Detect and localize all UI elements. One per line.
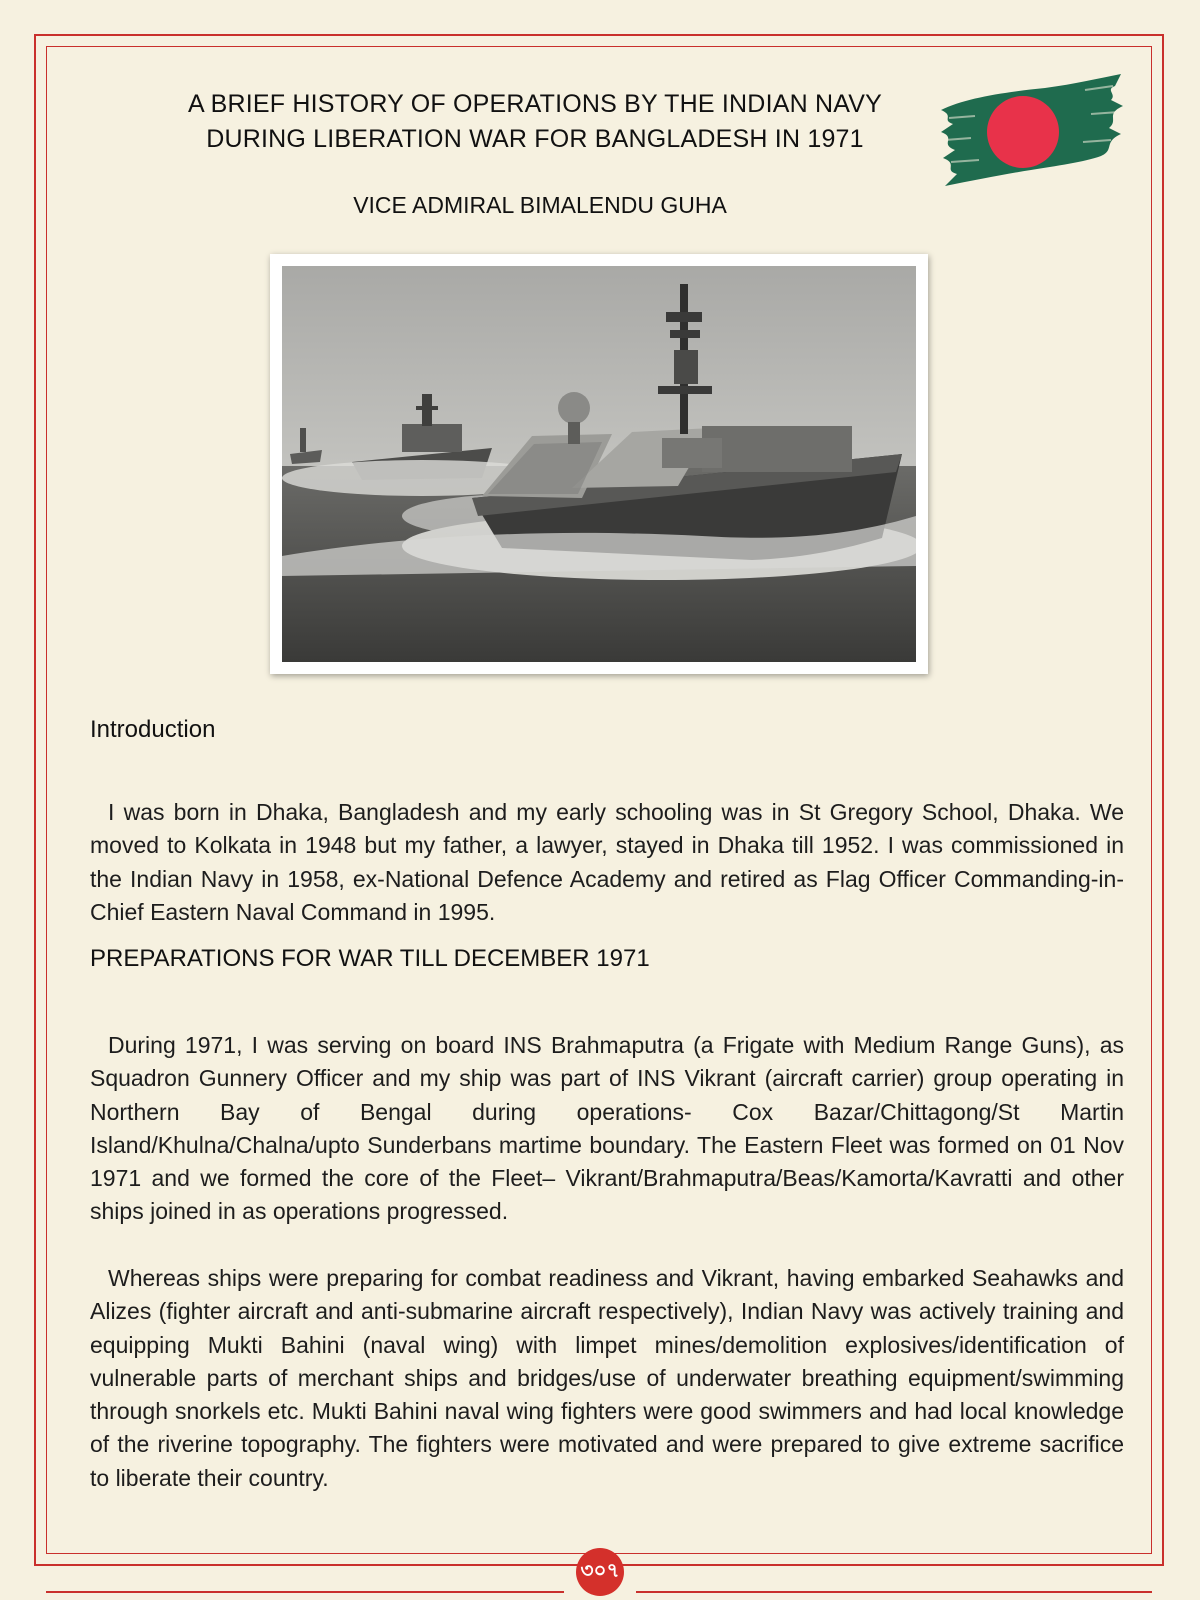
title-line-2: DURING LIBERATION WAR FOR BANGLADESH IN 1971 xyxy=(206,125,864,153)
bangladesh-flag-brush-icon xyxy=(935,70,1127,190)
page-number-rule-right xyxy=(636,1591,1152,1593)
missile-boat-photo xyxy=(282,266,916,662)
author-name: VICE ADMIRAL BIMALENDU GUHA xyxy=(353,192,727,218)
introduction-heading: Introduction xyxy=(90,716,216,743)
title-line-1: A BRIEF HISTORY OF OPERATIONS BY THE INDIAN NAVY xyxy=(187,90,883,118)
introduction-paragraph: I was born in Dhaka, Bangladesh and my early schooling was in St Gregory School, Dhaka. We moved to Kolkata in 1948 but my father, a lawyer, stayed in Dhaka till 1952. I was commissioned in the Indian Navy in 1958, ex-National Defence Academy and retired as Flag Officer Commanding-in-Chief Eastern Naval Command in 1995. xyxy=(90,799,1124,925)
preparations-heading: PREPARATIONS FOR WAR TILL DECEMBER 1971 xyxy=(90,945,650,972)
page-number-rule-left xyxy=(46,1591,564,1593)
page-title xyxy=(110,87,960,157)
preparations-paragraph-2: Whereas ships were preparing for combat readiness and Vikrant, having embarked Seahawks and Alizes (fighter aircraft and anti-submarine aircraft respectively), Indian Navy was actively training and equipping Mukti Bahini (naval wing) with limpet mines/demolition explosives/identification of vulnerable parts of merchant ships and bridges/use of underwater breathing equipment/swimming through snorkels etc. Mukti Bahini naval wing fighters were good swimmers and had local knowledge of the riverine topography. The fighters were motivated and were prepared to give extreme sacrifice to liberate their country. xyxy=(90,1265,1124,1491)
preparations-paragraph-1: During 1971, I was serving on board INS Brahmaputra (a Frigate with Medium Range Guns), as Squadron Gunnery Officer and my ship was part of INS Vikrant (aircraft carrier) group operating in Northern Bay of Bengal during operations- Cox Bazar/Chittagong/St Martin Island/Khulna/Chalna/upto Sunderbans martime boundary. The Eastern Fleet was formed on 01 Nov 1971 and we formed the core of the Fleet– Vikrant/Brahmaputra/Beas/Kamorta/Kavratti and other ships joined in as operations progressed. xyxy=(90,1032,1124,1225)
page-number-badge: ৩০৭ xyxy=(576,1548,624,1596)
photo-frame xyxy=(270,254,928,674)
